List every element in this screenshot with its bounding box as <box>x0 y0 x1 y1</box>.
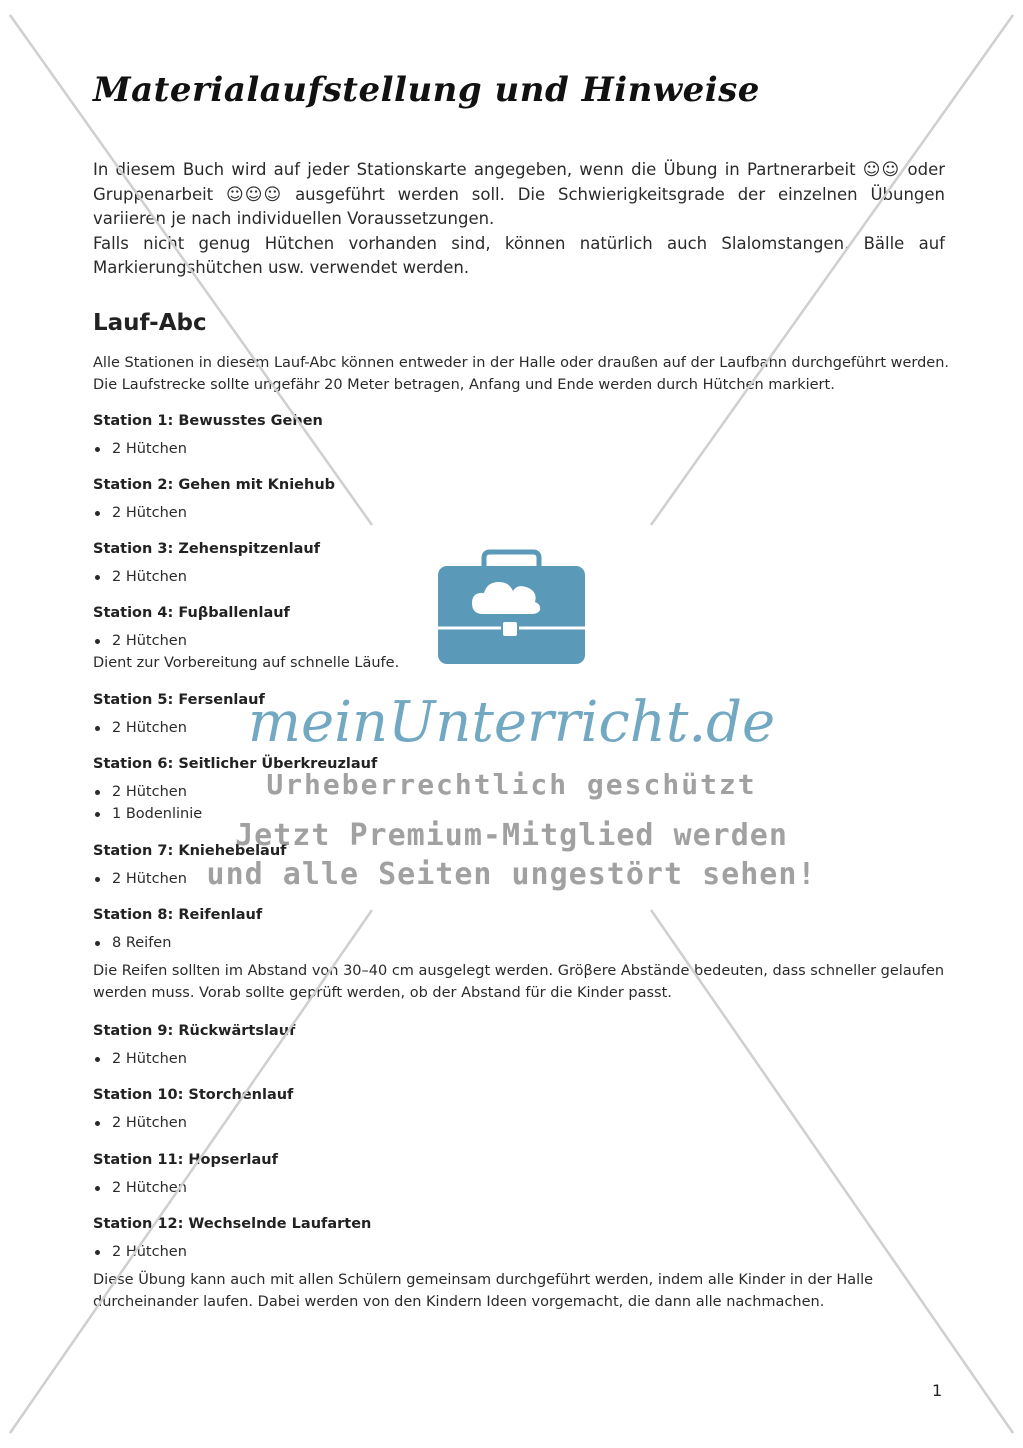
station-2 <box>93 474 953 524</box>
intro-paragraph-1 <box>93 158 945 232</box>
material-list <box>93 566 953 588</box>
station-title: Station 11: Hopserlauf <box>93 1152 278 1168</box>
station-title: Station 2: Gehen mit Kniehub <box>93 477 336 493</box>
material-list <box>93 1048 953 1070</box>
station-title: Station 1: Bewusstes Gehen <box>93 413 323 429</box>
section-title: Lauf-Abc <box>93 310 207 336</box>
station-title: Station 12: Wechselnde Laufarten <box>93 1216 372 1232</box>
station-4 <box>93 602 953 674</box>
material-item: 2 Hütchen <box>93 1048 953 1070</box>
station-12 <box>93 1213 953 1313</box>
station-10 <box>93 1084 953 1134</box>
station-9 <box>93 1020 953 1070</box>
material-item: 2 Hütchen <box>93 1112 953 1134</box>
intro-text-part: oder Gruppenarbeit <box>93 160 946 204</box>
station-title: Station 5: Fersenlauf <box>93 692 265 708</box>
material-item: 2 Hütchen <box>93 630 953 652</box>
page-number: 1 <box>932 1381 943 1400</box>
partner-work-icon: ☺☺ <box>862 160 901 180</box>
station-title: Station 4: Fuβballenlauf <box>93 605 290 621</box>
material-list <box>93 438 953 460</box>
page-title: Materialaufstellung und Hinweise <box>93 70 760 110</box>
station-title: Station 8: Reifenlauf <box>93 907 263 923</box>
intro-text-part: In diesem Buch wird auf jeder Stationskarte angegeben, wenn die Übung in Partnerarbeit <box>93 160 856 179</box>
section-intro: Alle Stationen in diesem Lauf-Abc können entweder in der Halle oder draußen auf der Laufbahn durchgeführt werden. Die Laufstrecke sollte ungefähr 20 Meter betragen, Anfang und Ende werden durch Hütchen markiert. <box>93 355 950 393</box>
material-list <box>93 932 953 954</box>
station-title: Station 3: Zehenspitzenlauf <box>93 541 321 557</box>
station-title: Station 10: Storchenlauf <box>93 1087 294 1103</box>
intro-paragraph-2: Falls nicht genug Hütchen vorhanden sind, können natürlich auch Slalomstangen, Bälle auf Markierungshütchen usw. verwendet werden. <box>93 233 945 277</box>
material-list <box>93 1241 953 1263</box>
station-note: Diese Übung kann auch mit allen Schülern gemeinsam durchgeführt werden, indem alle Kinder in der Halle durcheinander laufen. Dabei werden von den Kindern Ideen vorgemacht, die dann alle nachmachen. <box>93 1272 874 1310</box>
station-title: Station 6: Seitlicher Überkreuzlauf <box>93 756 378 772</box>
material-item: 2 Hütchen <box>93 566 953 588</box>
material-item: 8 Reifen <box>93 932 953 954</box>
material-item: 2 Hütchen <box>93 781 953 803</box>
material-list <box>93 502 953 524</box>
material-item: 2 Hütchen <box>93 1177 953 1199</box>
watermark-premium-cta-2: und alle Seiten ungestört sehen! <box>206 857 817 892</box>
station-8 <box>93 904 953 1004</box>
material-list <box>93 1112 953 1134</box>
station-note: Dient zur Vorbereitung auf schnelle Läufe. <box>93 655 400 671</box>
material-item: 2 Hütchen <box>93 1241 953 1263</box>
watermark-premium-cta: Jetzt Premium-Mitglied werden <box>235 818 788 853</box>
material-list <box>93 1177 953 1199</box>
material-list <box>93 630 953 652</box>
station-title: Station 9: Rückwärtslauf <box>93 1023 296 1039</box>
station-title: Station 7: Kniehebelauf <box>93 843 287 859</box>
material-item: 2 Hütchen <box>93 868 953 890</box>
watermark-brand: meinUnterricht.de <box>247 690 776 755</box>
intro-text <box>93 158 945 281</box>
material-item: 2 Hütchen <box>93 502 953 524</box>
station-note: Die Reifen sollten im Abstand von 30–40 cm ausgelegt werden. Gröβere Abstände bedeuten, dass schneller gelaufen werden muss. Vorab sollte geprüft werden, ob der Abstand für die Kinder passt. <box>93 963 945 1001</box>
intro-text-part: ausgeführt werden soll. Die Schwierigkeitsgrade der einzelnen Übungen variieren je nach individuellen Voraussetzungen. <box>93 184 946 228</box>
watermark-copyright: Urheberrechtlich geschützt <box>266 768 757 801</box>
material-item: 1 Bodenlinie <box>93 803 953 825</box>
group-work-icon: ☺☺☺ <box>226 184 283 205</box>
material-item: 2 Hütchen <box>93 717 953 739</box>
station-11 <box>93 1149 953 1199</box>
station-3 <box>93 538 953 588</box>
station-1 <box>93 410 953 460</box>
material-item: 2 Hütchen <box>93 438 953 460</box>
